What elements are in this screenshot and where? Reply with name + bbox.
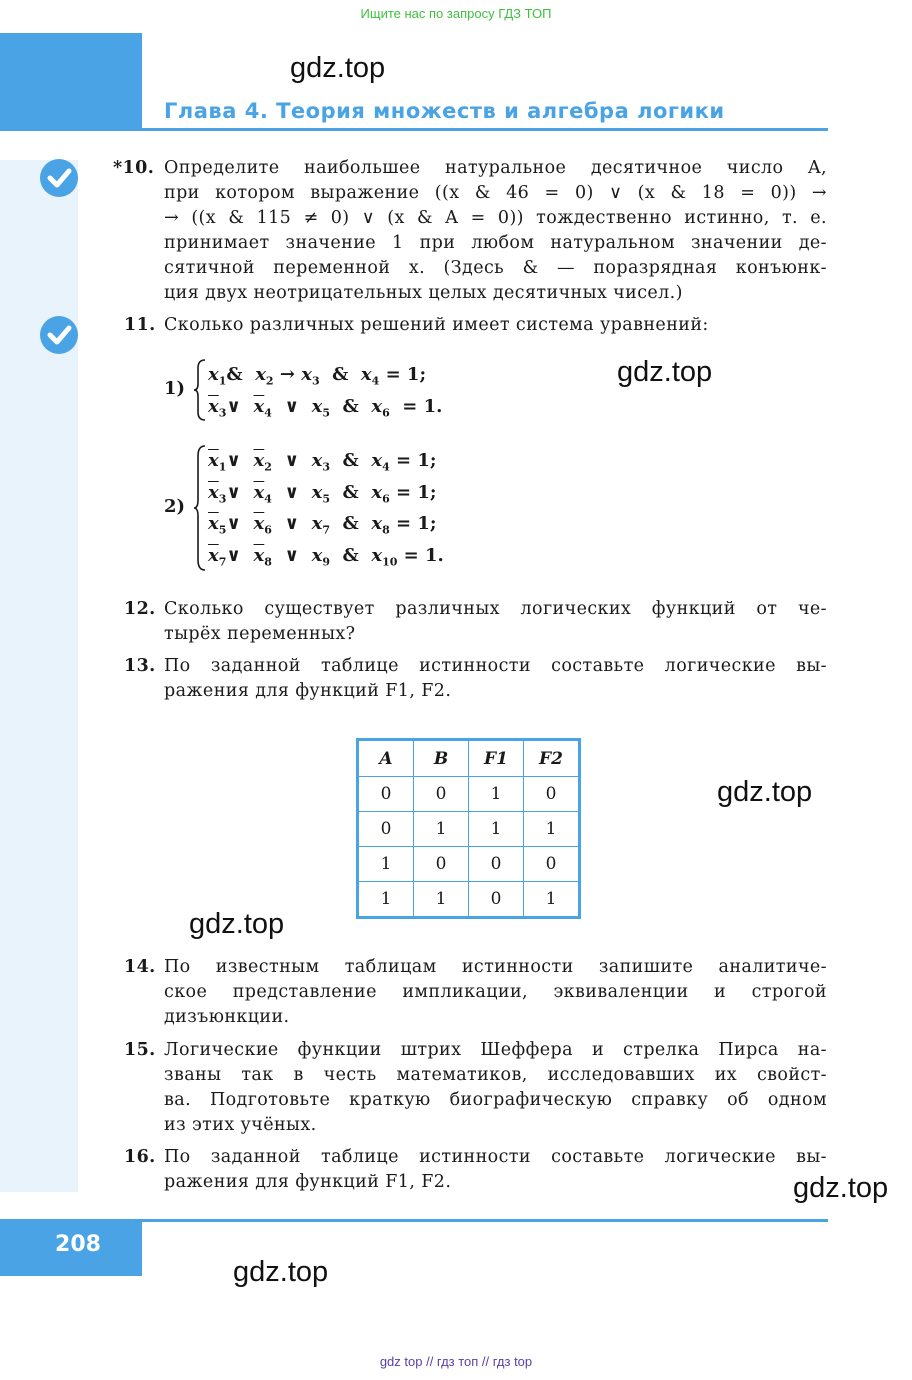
- truth-table: [356, 738, 581, 919]
- task-number: 15.: [124, 1040, 156, 1060]
- task-14-line: дизъюнкции.: [164, 1007, 290, 1027]
- table-cell: 1: [469, 777, 524, 812]
- table-cell: 1: [524, 812, 580, 847]
- checkmark-icon[interactable]: [40, 159, 78, 197]
- table-cell: 1: [358, 882, 414, 918]
- table-cell: 1: [524, 882, 580, 918]
- table-cell: 0: [414, 777, 469, 812]
- watermark: gdz.top: [617, 356, 713, 388]
- task-10-line: Определите наибольшее натуральное десятичное число A,: [164, 158, 827, 178]
- task-number: 12.: [124, 599, 156, 619]
- task-number: *10.: [113, 158, 155, 178]
- equation-line: $\overline{x}_7\vee$ $\overline{x}_8$ ∨ $x_9$ & $x_{10} = 1$.: [208, 545, 444, 569]
- system-brace: [193, 444, 207, 577]
- task-10-line: ция двух неотрицательных целых десятичных чисел.): [164, 283, 683, 303]
- equation-line: $x_1\&$ $x_2 \to x_3$ & $x_4 = 1$;: [208, 364, 427, 388]
- task-15-line: званы так в честь математиков, исследовавших их свойст-: [164, 1065, 827, 1085]
- table-row: [358, 777, 580, 812]
- watermark: gdz.top: [189, 908, 285, 940]
- system-label: 2): [164, 496, 186, 517]
- table-row: [358, 882, 580, 918]
- equation-line: $\overline{x}_1\vee$ $\overline{x}_2$ ∨ $x_3$ & $x_4 = 1$;: [208, 450, 437, 474]
- table-cell: 1: [358, 847, 414, 882]
- checkmark-icon[interactable]: [40, 316, 78, 354]
- table-cell: 0: [469, 847, 524, 882]
- task-16-line: По заданной таблице истинности составьте логические вы-: [164, 1147, 827, 1167]
- table-cell: 0: [358, 777, 414, 812]
- system-brace: [193, 358, 207, 427]
- footer-rule: [0, 1219, 828, 1222]
- header-rule: [0, 128, 828, 131]
- task-number: 13.: [124, 656, 156, 676]
- task-12-line: Сколько существует различных логических функций от че-: [164, 599, 827, 619]
- task-10-line: принимает значение 1 при любом натуральном значении де-: [164, 233, 827, 253]
- watermark: gdz.top: [717, 776, 813, 808]
- table-cell: 0: [524, 777, 580, 812]
- task-10-line: сятичной переменной x. (Здесь & — поразрядная конъюнк-: [164, 258, 827, 278]
- task-number: 16.: [124, 1147, 156, 1167]
- watermark: gdz.top: [233, 1256, 329, 1288]
- task-number: 14.: [124, 957, 156, 977]
- table-cell: 1: [414, 812, 469, 847]
- table-row: [358, 847, 580, 882]
- task-15-line: Логические функции штрих Шеффера и стрелка Пирса на-: [164, 1040, 827, 1060]
- equation-line: $\overline{x}_3\vee$ $\overline{x}_4$ ∨ $x_5$ & $x_6 = 1$.: [208, 396, 443, 420]
- table-cell: 0: [469, 882, 524, 918]
- top-banner[interactable]: Ищите нас по запросу ГДЗ ТОП: [360, 6, 552, 21]
- table-cell: 0: [524, 847, 580, 882]
- table-row: [358, 812, 580, 847]
- task-10-line: при котором выражение ((x & 46 = 0) ∨ (x & 18 = 0)) →: [164, 183, 827, 203]
- task-11-text: Сколько различных решений имеет система уравнений:: [164, 315, 709, 335]
- watermark: gdz.top: [290, 52, 386, 84]
- watermark: gdz.top: [793, 1172, 889, 1204]
- task-16-line: ражения для функций F1, F2.: [164, 1172, 452, 1192]
- bottom-links[interactable]: gdz top // гдз топ // гдз top: [379, 1354, 533, 1369]
- chapter-title: Глава 4. Теория множеств и алгебра логики: [164, 99, 725, 123]
- task-13-line: По заданной таблице истинности составьте логические вы-: [164, 656, 827, 676]
- table-header: A: [358, 740, 414, 777]
- table-cell: 1: [469, 812, 524, 847]
- equation-line: $\overline{x}_5\vee$ $\overline{x}_6$ ∨ $x_7$ & $x_8 = 1$;: [208, 513, 437, 537]
- task-14-line: По известным таблицам истинности запишите аналитиче-: [164, 957, 827, 977]
- table-cell: 0: [414, 847, 469, 882]
- task-number: 11.: [124, 315, 156, 335]
- table-header: B: [414, 740, 469, 777]
- table-cell: 1: [414, 882, 469, 918]
- task-15-line: из этих учёных.: [164, 1115, 317, 1135]
- header-accent-box: [0, 33, 142, 130]
- equation-line: $\overline{x}_3\vee$ $\overline{x}_4$ ∨ $x_5$ & $x_6 = 1$;: [208, 482, 437, 506]
- task-14-line: ское представление импликации, эквиваленции и строгой: [164, 982, 827, 1002]
- table-cell: 0: [358, 812, 414, 847]
- task-12-line: тырёх переменных?: [164, 624, 356, 644]
- task-13-line: ражения для функций F1, F2.: [164, 681, 452, 701]
- task-15-line: ва. Подготовьте краткую биографическую справку об одном: [164, 1090, 827, 1110]
- table-header: F2: [524, 740, 580, 777]
- page-number: 208: [55, 1232, 101, 1257]
- margin-strip: [0, 160, 78, 1192]
- task-10-line: → ((x & 115 ≠ 0) ∨ (x & A = 0)) тождественно истинно, т. е.: [164, 208, 827, 228]
- system-label: 1): [164, 378, 186, 399]
- table-header: F1: [469, 740, 524, 777]
